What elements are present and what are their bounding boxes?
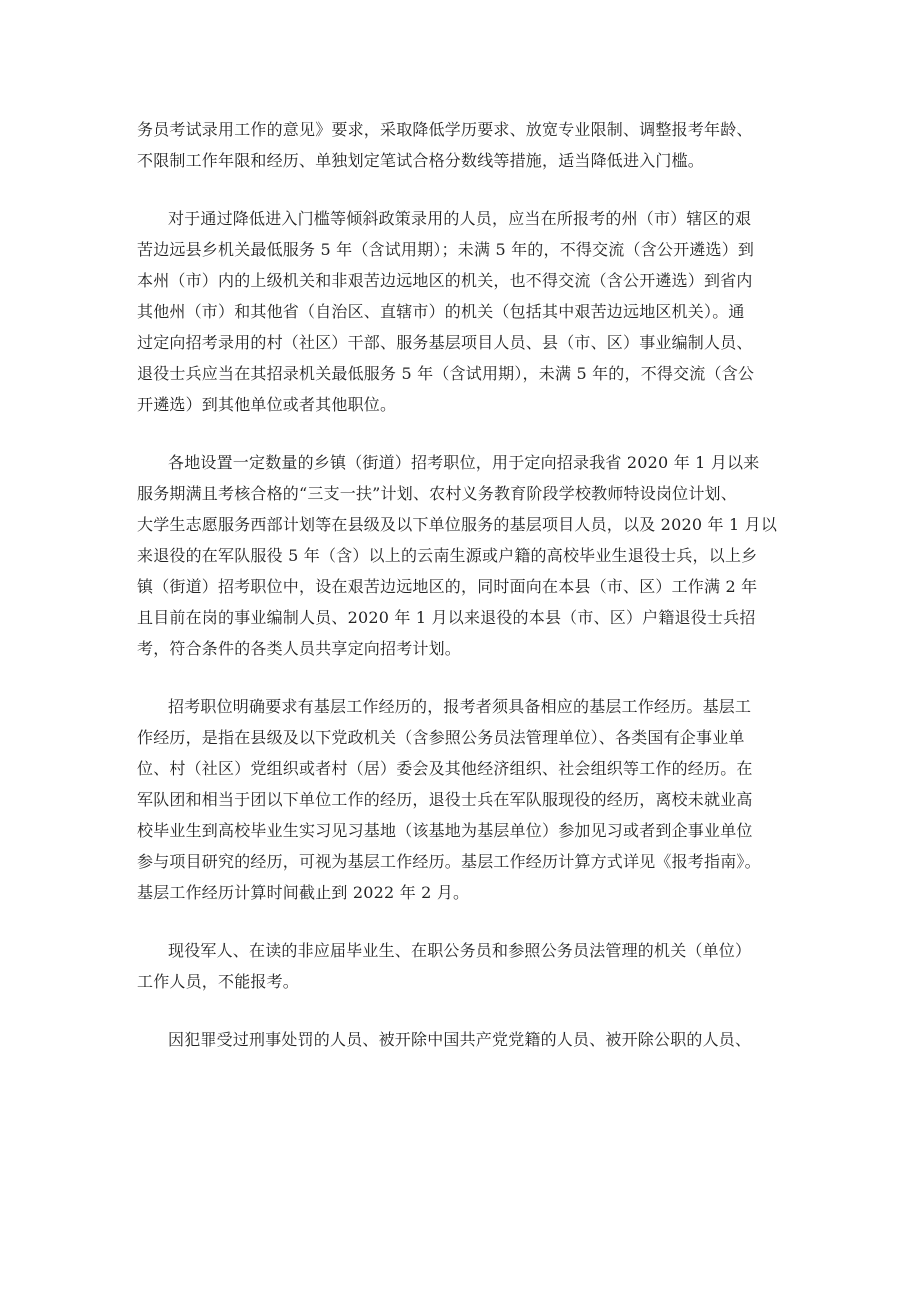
text-line: 大学生志愿服务西部计划等在县级及以下单位服务的基层项目人员，以及 2020 年 1 月以 [137, 515, 778, 534]
text-line: 工作人员，不能报考。 [137, 972, 300, 991]
text-line: 且目前在岗的事业编制人员、2020 年 1 月以来退役的本县（市、区）户籍退役士兵招 [137, 608, 756, 627]
text-line: 来退役的在军队服役 5 年（含）以上的云南生源或户籍的高校毕业生退役士兵，以上乡 [137, 546, 758, 565]
text-line: 各地设置一定数量的乡镇（街道）招考职位，用于定向招录我省 2020 年 1 月以来 [168, 453, 760, 472]
text-line: 现役军人、在读的非应届毕业生、在职公务员和参照公务员法管理的机关（单位） [168, 941, 752, 960]
paragraph-5 [137, 935, 787, 997]
text-line: 镇（街道）招考职位中，设在艰苦边远地区的，同时面向在本县（市、区）工作满 2 年 [137, 577, 758, 596]
paragraph-6 [137, 1024, 787, 1055]
text-line: 对于通过降低进入门槛等倾斜政策录用的人员，应当在所报考的州（市）辖区的艰 [168, 209, 752, 228]
text-line: 服务期满且考核合格的“三支一扶”计划、农村义务教育阶段学校教师特设岗位计划、 [137, 484, 737, 503]
text-line: 军队团和相当于团以下单位工作的经历，退役士兵在军队服现役的经历，离校未就业高 [137, 790, 753, 809]
text-line: 本州（市）内的上级机关和非艰苦边远地区的机关，也不得交流（含公开遴选）到省内 [137, 271, 753, 290]
text-line: 务员考试录用工作的意见》要求，采取降低学历要求、放宽专业限制、调整报考年龄、 [137, 120, 753, 139]
paragraph-2 [137, 203, 787, 420]
text-line: 因犯罪受过刑事处罚的人员、被开除中国共产党党籍的人员、被开除公职的人员、 [168, 1030, 752, 1049]
text-line: 退役士兵应当在其招录机关最低服务 5 年（含试用期），未满 5 年的，不得交流（含公 [137, 364, 755, 383]
text-line: 开遴选）到其他单位或者其他职位。 [137, 395, 397, 414]
text-line: 考，符合条件的各类人员共享定向招考计划。 [137, 639, 462, 658]
text-line: 苦边远县乡机关最低服务 5 年（含试用期）；未满 5 年的，不得交流（含公开遴选）到 [137, 240, 755, 259]
document-body [137, 114, 787, 1082]
text-line: 基层工作经历计算时间截止到 2022 年 2 月。 [137, 883, 470, 902]
text-line: 参与项目研究的经历，可视为基层工作经历。基层工作经历计算方式详见《报考指南》。 [137, 852, 761, 871]
text-line: 校毕业生到高校毕业生实习见习基地（该基地为基层单位）参加见习或者到企事业单位 [137, 821, 753, 840]
paragraph-4 [137, 691, 787, 908]
text-line: 位、村（社区）党组织或者村（居）委会及其他经济组织、社会组织等工作的经历。在 [137, 759, 753, 778]
text-line: 作经历，是指在县级及以下党政机关（含参照公务员法管理单位）、各类国有企事业单 [137, 728, 745, 747]
paragraph-1 [137, 114, 787, 176]
paragraph-3 [137, 447, 787, 664]
text-line: 不限制工作年限和经历、单独划定笔试合格分数线等措施，适当降低进入门槛。 [137, 151, 705, 170]
text-line: 招考职位明确要求有基层工作经历的，报考者须具备相应的基层工作经历。基层工 [168, 697, 752, 716]
text-line: 过定向招考录用的村（社区）干部、服务基层项目人员、县（市、区）事业编制人员、 [137, 333, 753, 352]
text-line: 其他州（市）和其他省（自治区、直辖市）的机关（包括其中艰苦边远地区机关）。通 [137, 302, 745, 321]
